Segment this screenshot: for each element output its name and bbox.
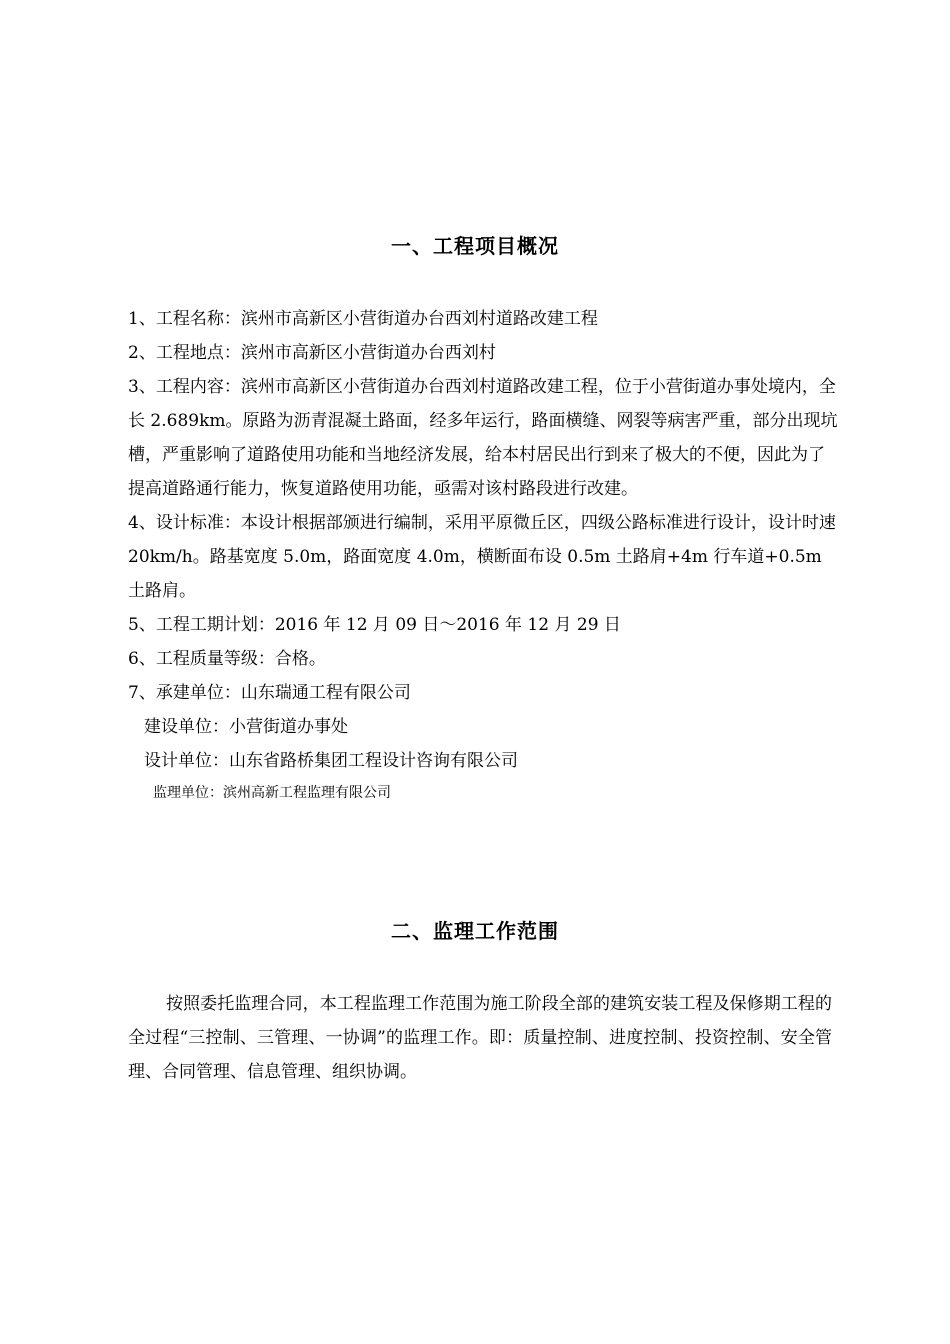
supervision-unit-item: 监理单位：滨州高新工程监理有限公司 (153, 785, 391, 801)
section-1-heading: 一、工程项目概况 (391, 234, 559, 258)
contractor-item: 7、承建单位：山东瑞通工程有限公司 (128, 683, 411, 703)
quality-grade-item: 6、工程质量等级：合格。 (128, 649, 326, 669)
project-location-item: 2、工程地点：滨州市高新区小营街道办台西刘村 (128, 343, 496, 363)
section-2-paragraph: 按照委托监理合同，本工程监理工作范围为施工阶段全部的建筑安装工程及保修期工程的全过程“三控制、三管理、一协调”的监理工作。即：质量控制、进度控制、投资控制、安全管理、合同管理、信息管理、组织协调。 (128, 994, 832, 1082)
project-content-item: 3、工程内容：滨州市高新区小营街道办台西刘村道路改建工程，位于小营街道办事处境内，全长 2.689km。原路为沥青混凝土路面，经多年运行，路面横缝、网裂等病害严重，部分出现坑槽，严重影响了道路使用功能和当地经济发展，给本村居民出行到来了极大的不便，因此为了提高道路通行能力，恢复道路使用功能，亟需对该村路段进行改建。 (128, 377, 838, 499)
design-standard-item-tail: 土路肩。 (128, 581, 196, 601)
owner-unit-item: 建设单位：小营街道办事处 (144, 717, 348, 737)
section-2-heading: 二、监理工作范围 (391, 919, 559, 943)
design-unit-item: 设计单位：山东省路桥集团工程设计咨询有限公司 (144, 751, 518, 771)
project-name-item: 1、工程名称：滨州市高新区小营街道办台西刘村道路改建工程 (128, 309, 598, 329)
schedule-item: 5、工程工期计划：2016 年 12 月 09 日～2016 年 12 月 29 日 (128, 615, 621, 635)
design-standard-item: 4、设计标准：本设计根据部颁进行编制，采用平原微丘区，四级公路标准进行设计，设计时速 20km/h。路基宽度 5.0m，路面宽度 4.0m，横断面布设 0.5m 土路肩+4m 行车道+0.5m (128, 513, 836, 567)
section-1-body (128, 302, 840, 808)
